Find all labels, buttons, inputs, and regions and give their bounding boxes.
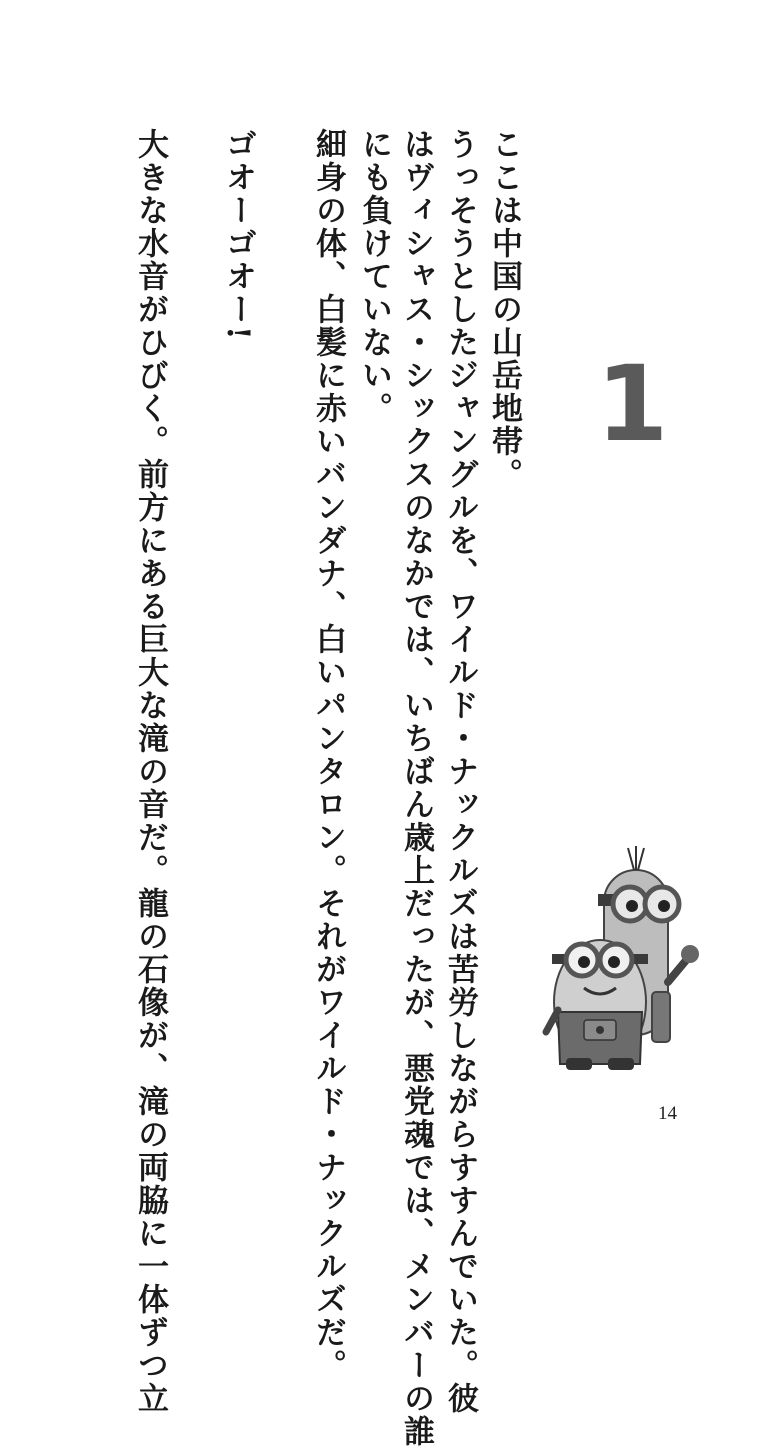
- sound-effect-line: ゴオーゴオー!: [220, 128, 256, 342]
- page-number: 14: [658, 1103, 677, 1124]
- text-line-1: ここは中国の山岳地帯。: [486, 128, 522, 491]
- text-line-3: はヴィシャス・シックスのなかでは、いちばん歳上だったが、悪党魂では、メンバーの誰: [398, 128, 434, 1448]
- minion-characters-svg: [540, 842, 720, 1072]
- chapter-number: 1: [596, 343, 669, 465]
- minion-characters-illustration: [540, 842, 720, 1072]
- text-line-5: 細身の体、白髪に赤いバンダナ、白いパンタロン。それがワイルド・ナックルズだ。: [310, 128, 346, 1382]
- text-line-2: うっそうとしたジャングルを、ワイルド・ナックルズは苦労しながらすすんでいた。彼: [442, 128, 478, 1415]
- short-minion: [546, 940, 648, 1070]
- text-line-4: にも負けていない。: [356, 128, 392, 425]
- text-line-9: 大きな水音がひびく。前方にある巨大な滝の音だ。龍の石像が、滝の両脇に一体ずつ立: [132, 128, 168, 1415]
